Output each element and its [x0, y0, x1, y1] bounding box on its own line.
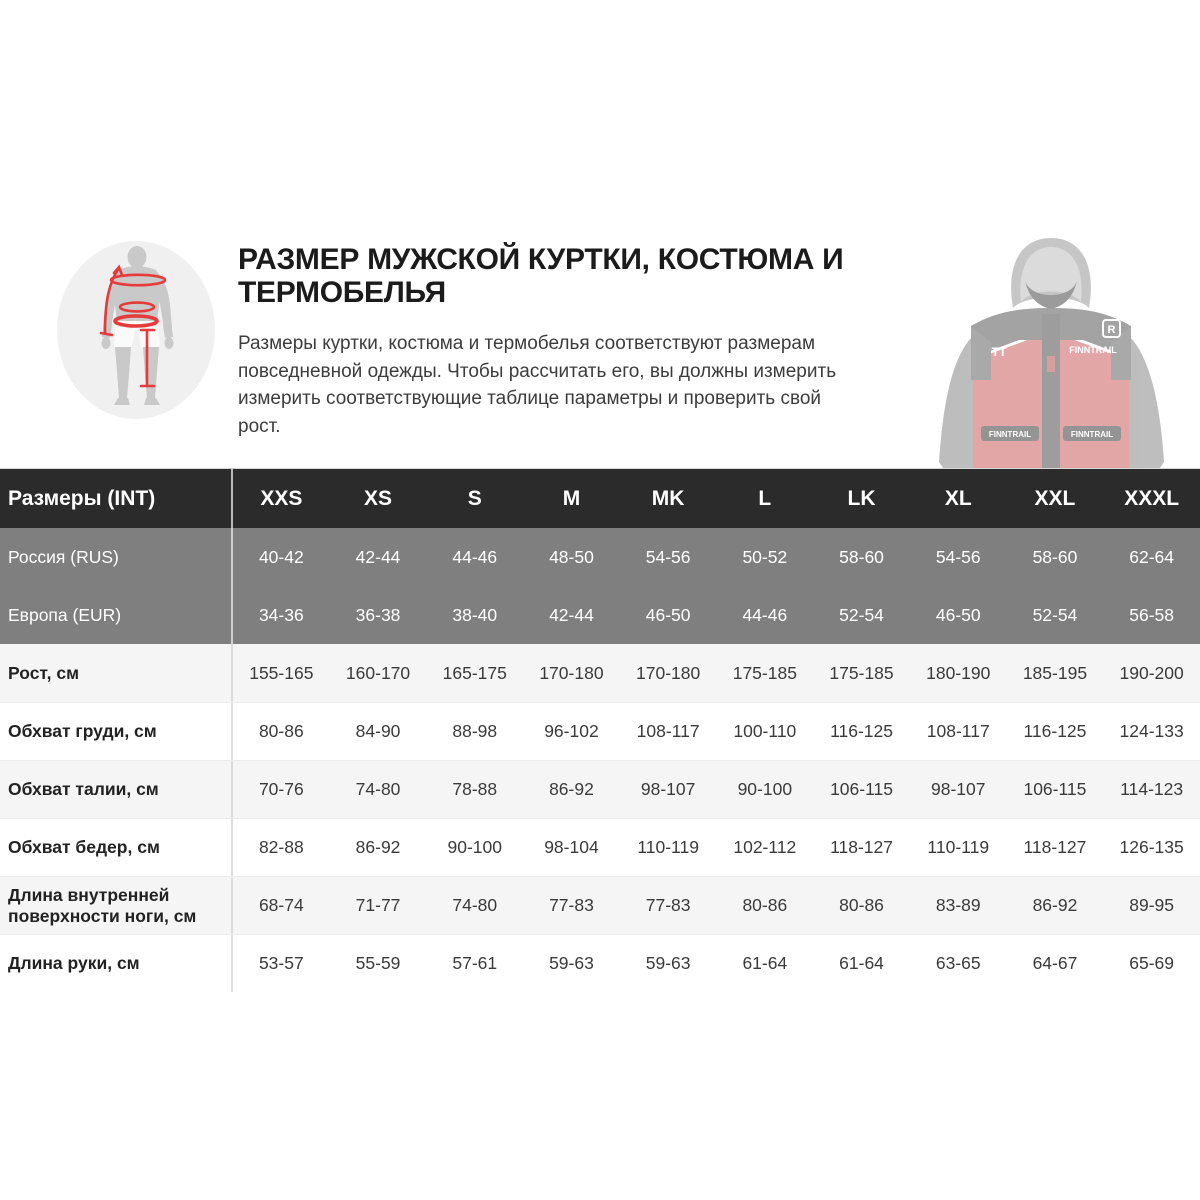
size-cell: 124-133	[1119, 721, 1184, 741]
size-cell: 170-180	[539, 662, 604, 683]
size-cell: 90-100	[737, 779, 793, 799]
size-column-header: MK	[651, 486, 685, 510]
size-cell: 86-92	[1032, 895, 1078, 915]
svg-text:FINNTRAIL: FINNTRAIL	[988, 430, 1032, 439]
table-row	[0, 702, 1200, 760]
size-column-header: XXL	[1034, 486, 1076, 510]
size-cell: 102-112	[733, 837, 797, 857]
size-cell: 36-38	[355, 604, 401, 625]
size-cell: 185-195	[1022, 662, 1088, 683]
size-cell: 80-86	[839, 895, 884, 915]
size-cell: 100-110	[733, 721, 797, 741]
size-cell: 89-95	[1129, 895, 1175, 915]
size-cell: 155-165	[249, 662, 314, 683]
row-label: Европа (EUR)	[0, 586, 233, 644]
size-cell: 116-125	[830, 721, 893, 741]
size-column-header: L	[758, 486, 772, 510]
size-cell: 80-86	[258, 721, 304, 741]
size-cell: 55-59	[355, 953, 401, 973]
svg-text:FINNTRAIL: FINNTRAIL	[1070, 430, 1114, 439]
size-cell: 46-50	[645, 604, 691, 625]
size-cell: 160-170	[345, 662, 411, 683]
table-row	[0, 760, 1200, 818]
size-cell: 48-50	[549, 546, 594, 567]
size-cell: 71-77	[355, 895, 401, 915]
size-cell: 77-83	[645, 895, 691, 915]
size-column-header: LK	[847, 486, 876, 510]
size-cell: 77-83	[549, 895, 594, 915]
size-cell: 59-63	[549, 953, 594, 973]
table-row	[0, 876, 1200, 934]
row-label: Обхват бедер, см	[0, 819, 233, 876]
size-cell: 84-90	[355, 721, 401, 741]
svg-text:TT: TT	[991, 345, 1007, 359]
size-cell: 90-100	[447, 837, 502, 857]
size-cell: 46-50	[935, 604, 981, 625]
size-cell: 54-56	[935, 546, 981, 567]
size-cell: 40-42	[258, 546, 304, 567]
table-row	[0, 586, 1200, 644]
size-cell: 42-44	[355, 546, 401, 567]
measurement-rows	[0, 644, 1200, 992]
size-cell: 70-76	[258, 779, 304, 799]
size-cell: 175-185	[829, 662, 894, 683]
size-cell: 56-58	[1129, 604, 1175, 625]
size-cell: 54-56	[645, 546, 691, 567]
size-cell: 170-180	[636, 662, 701, 683]
size-cell: 78-88	[452, 779, 498, 799]
row-label: Обхват талии, см	[0, 761, 233, 818]
size-cell: 114-123	[1120, 779, 1184, 799]
size-cell: 52-54	[1032, 604, 1078, 625]
table-row	[0, 934, 1200, 992]
size-cell: 98-107	[930, 779, 986, 799]
table-header-row	[0, 469, 1200, 528]
page-title: РАЗМЕР МУЖСКОЙ КУРТКИ, КОСТЮМА И ТЕРМОБЕЛЬЯ	[238, 243, 844, 309]
description-line: рост.	[238, 415, 281, 437]
size-column-header: M	[562, 486, 581, 510]
size-cell: 165-175	[442, 662, 507, 683]
size-cell: 116-125	[1023, 721, 1087, 741]
size-column-header: XXS	[260, 486, 303, 510]
size-cell: 44-46	[452, 546, 498, 567]
size-column-header: S	[467, 486, 482, 510]
description-line: повседневной одежды. Чтобы рассчитать его, вы должны измерить	[238, 360, 837, 382]
size-cell: 86-92	[549, 779, 594, 799]
size-cell: 118-127	[830, 837, 893, 857]
size-cell: 118-127	[1023, 837, 1087, 857]
size-cell: 38-40	[452, 604, 498, 625]
size-cell: 63-65	[935, 953, 981, 973]
size-cell: 82-88	[258, 837, 304, 857]
size-cell: 50-52	[742, 546, 788, 567]
size-cell: 106-115	[1023, 779, 1087, 799]
size-column-header: XXXL	[1124, 486, 1180, 510]
row-label: Длина внутренней поверхности ноги, см	[0, 877, 233, 934]
measurement-figure-icon	[56, 240, 216, 420]
body-measurement-diagram	[56, 240, 216, 420]
size-cell: 98-104	[544, 837, 599, 857]
page-description	[238, 330, 948, 440]
size-cell: 83-89	[935, 895, 981, 915]
size-cell: 58-60	[1032, 546, 1078, 567]
size-cell: 180-190	[926, 662, 991, 683]
size-cell: 44-46	[742, 604, 788, 625]
svg-text:FINNTRAIL: FINNTRAIL	[1069, 345, 1117, 355]
description-line: измерить соответствующие таблице параметры и проверить свой	[238, 388, 822, 409]
size-cell: 80-86	[742, 895, 788, 915]
size-cell: 53-57	[258, 953, 304, 973]
size-cell: 108-117	[636, 721, 700, 741]
size-cell: 106-115	[830, 779, 893, 799]
size-cell: 34-36	[258, 604, 304, 625]
size-cell: 96-102	[544, 721, 599, 741]
size-cell: 64-67	[1032, 953, 1078, 973]
region-size-rows	[0, 528, 1200, 644]
size-cell: 68-74	[258, 895, 304, 915]
jacket-image	[933, 230, 1170, 468]
size-cell: 86-92	[355, 837, 401, 857]
table-row	[0, 528, 1200, 586]
size-column-header: XL	[944, 486, 972, 510]
size-cell: 61-64	[742, 953, 788, 973]
size-cell: 98-107	[640, 779, 696, 799]
size-cell: 88-98	[452, 721, 498, 741]
size-table	[0, 468, 1200, 992]
row-label: Длина руки, см	[0, 935, 233, 992]
size-cell: 110-119	[927, 837, 990, 857]
table-row	[0, 818, 1200, 876]
size-cell: 175-185	[732, 662, 797, 683]
size-cell: 59-63	[645, 953, 691, 973]
size-cell: 57-61	[452, 953, 498, 973]
size-cell: 52-54	[839, 604, 884, 625]
size-cell: 61-64	[839, 953, 884, 973]
table-row	[0, 644, 1200, 702]
size-cell: 126-135	[1119, 837, 1184, 857]
row-label: Россия (RUS)	[0, 528, 233, 586]
size-cell: 42-44	[549, 604, 594, 625]
jacket-photo	[933, 230, 1170, 468]
table-corner-label: Размеры (INT)	[0, 469, 233, 528]
svg-text:R: R	[1107, 324, 1116, 336]
size-cell: 58-60	[839, 546, 884, 567]
size-cell: 108-117	[926, 721, 990, 741]
size-cell: 190-200	[1119, 662, 1184, 683]
size-cell: 110-119	[637, 837, 699, 857]
size-cell: 65-69	[1129, 953, 1175, 973]
size-cell: 62-64	[1129, 546, 1175, 567]
size-cell: 74-80	[355, 779, 401, 799]
size-cell: 74-80	[452, 895, 498, 915]
description-line: Размеры куртки, костюма и термобелья соответствуют размерам	[238, 333, 816, 354]
row-label: Рост, см	[0, 644, 233, 702]
row-label: Обхват груди, см	[0, 703, 233, 760]
size-column-header: XS	[364, 486, 393, 510]
